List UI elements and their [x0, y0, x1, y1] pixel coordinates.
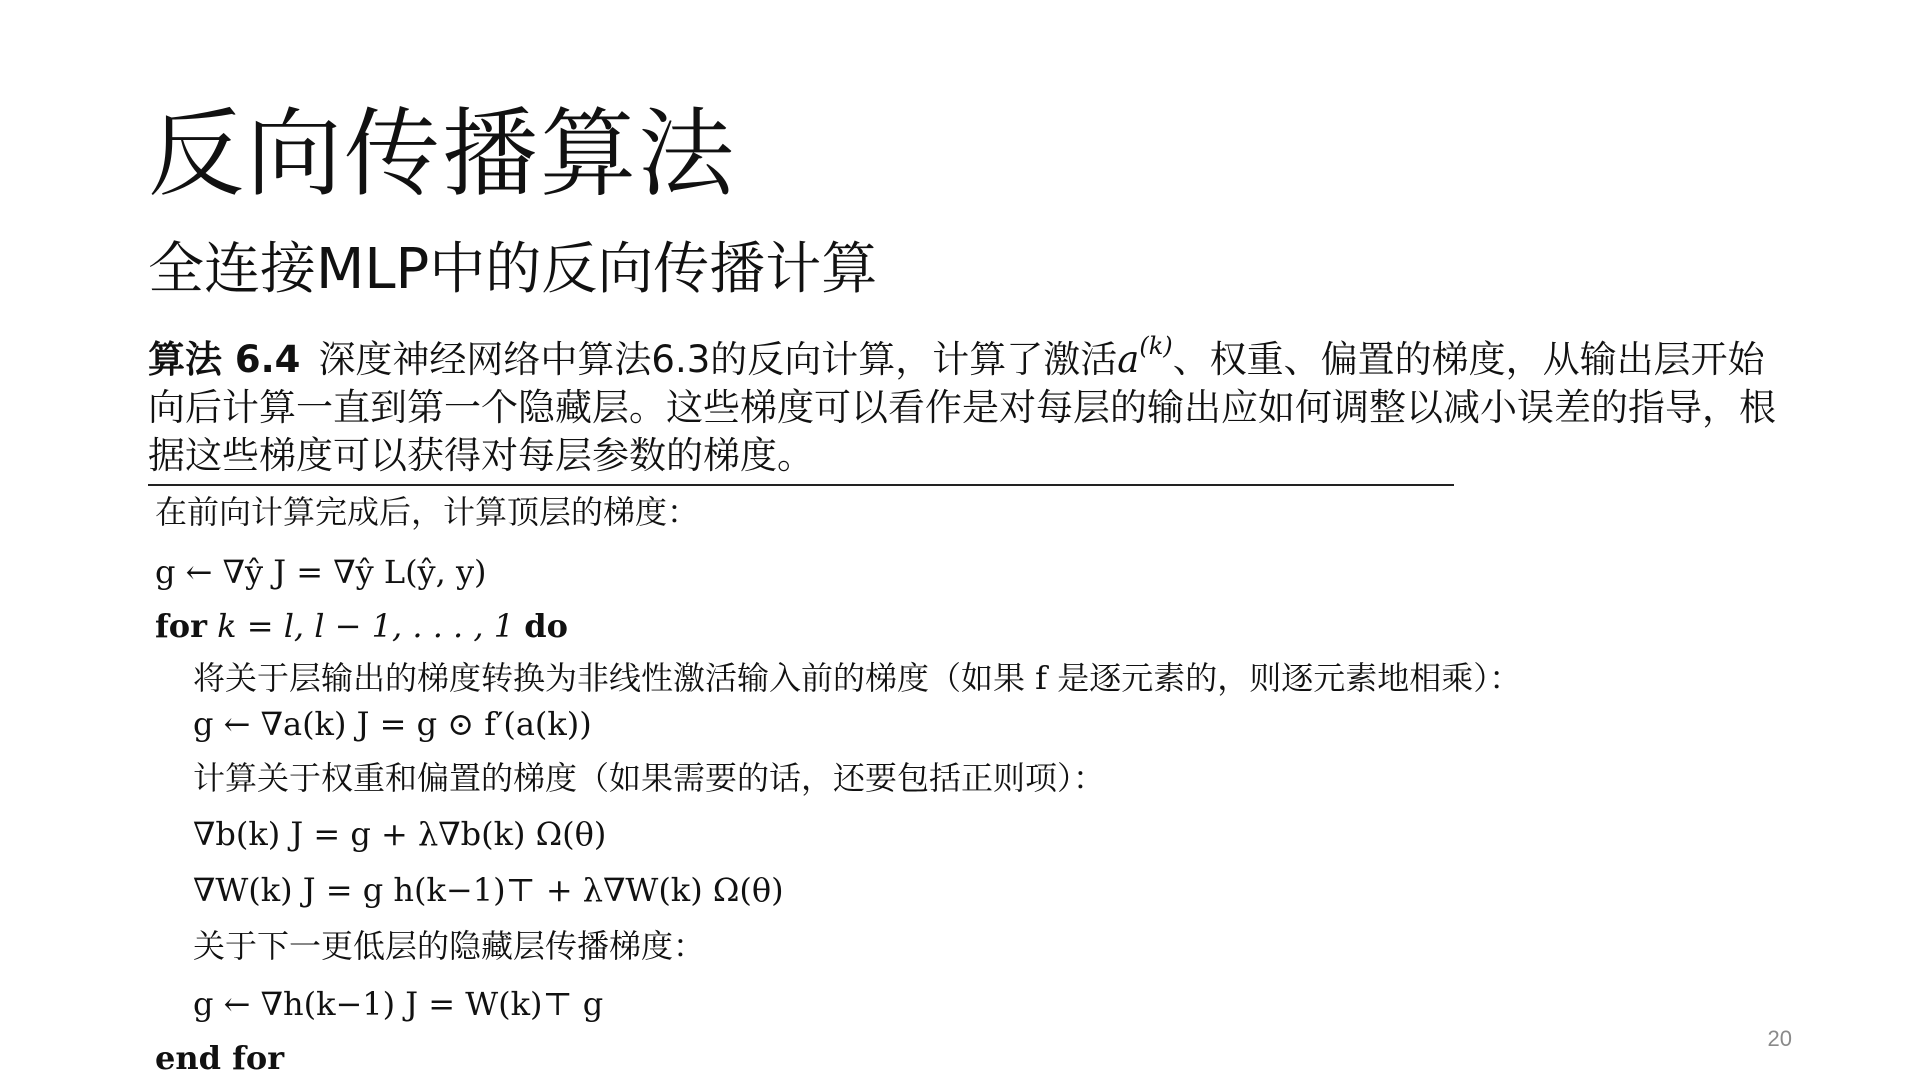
algo-line-4: 将关于层输出的梯度转换为非线性激活输入前的梯度（如果 f 是逐元素的，则逐元素地相乘）：	[193, 659, 1522, 697]
activation-symbol	[1117, 332, 1173, 382]
algo-line-2: g ← ∇ŷ J = ∇ŷ L(ŷ, y)	[155, 553, 487, 591]
algo-line-5: g ← ∇a(k) J = g ⊙ f′(a(k))	[193, 705, 592, 743]
algorithm-intro	[148, 322, 1788, 480]
algo-line-10: g ← ∇h(k−1) J = W(k)⊤ g	[193, 985, 604, 1023]
activation-symbol-base: a	[1117, 338, 1140, 382]
algo-line-7: ∇b(k) J = g + λ∇b(k) Ω(θ)	[193, 815, 607, 853]
algo-line-8: ∇W(k) J = g h(k−1)⊤ + λ∇W(k) Ω(θ)	[193, 871, 784, 909]
algorithm-label: 算法 6.4	[148, 338, 301, 382]
slide-subtitle: 全连接MLP中的反向传播计算	[148, 237, 878, 302]
algo-line-3	[155, 606, 568, 646]
keyword-for: for	[155, 607, 207, 645]
algorithm-intro-text-2: 、权重、偏置的梯度，从输出层开始向后计算一直到第一个隐藏层。这些梯度可以看作是对每层的输出应如何调整以减小误差的指导，根据这些梯度可以获得对每层参数的梯度。	[148, 338, 1776, 478]
algo-line-11: end for	[155, 1039, 285, 1077]
algo-line-6: 计算关于权重和偏置的梯度（如果需要的话，还要包括正则项）：	[193, 759, 1106, 797]
keyword-do: do	[524, 607, 568, 645]
activation-symbol-sup: (k)	[1139, 332, 1173, 360]
algo-line-9: 关于下一更低层的隐藏层传播梯度：	[193, 927, 706, 965]
loop-range: k = l, l − 1, . . . , 1	[217, 607, 515, 645]
slide-title: 反向传播算法	[148, 98, 736, 210]
algorithm-top-rule	[148, 484, 1454, 486]
page-number: 20	[1767, 1026, 1792, 1051]
algo-line-1: 在前向计算完成后，计算顶层的梯度：	[155, 493, 700, 531]
algorithm-intro-text-1: 深度神经网络中算法6.3的反向计算，计算了激活	[318, 338, 1118, 382]
